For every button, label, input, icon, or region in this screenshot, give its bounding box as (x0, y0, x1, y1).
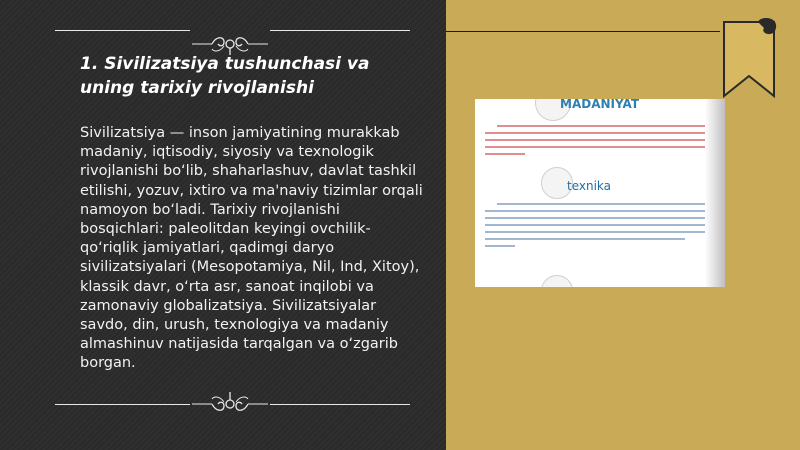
card-text-line (485, 210, 705, 212)
card-text-line (485, 139, 705, 141)
card-text-line (485, 153, 525, 155)
card-text-line (497, 203, 705, 205)
card-text-line (485, 245, 515, 247)
card-text-line (485, 238, 685, 240)
slide-title: 1. Sivilizatsiya tushunchasi va uning tarixiy rivojlanishi (80, 54, 370, 98)
card-text-line (485, 146, 705, 148)
card-heading-texnika: texnika (567, 179, 612, 193)
card-heading-madaniyat: MADANIYAT (560, 99, 640, 111)
card-page-shadow (705, 99, 725, 287)
card-text-line (485, 231, 705, 233)
card-text-line (485, 132, 705, 134)
bottom-ornament-icon (190, 390, 270, 414)
slide-body-text: Sivilizatsiya — inson jamiyatining murakkab madaniy, iqtisodiy, siyosiy va texnologik rivojlanishi bo‘lib, shaharlashuv, davlat tashkil etilishi, yozuv, ixtiro va ma'naviy tizimlar orqali namoyon bo‘ladi. Tarixiy rivojlanishi bosqichlari: paleolitdan keyingi ovchilik-qo‘riqlik jamiyatlari, qadimgi daryo sivilizatsiyalari (Mesopotamiya, Nil, Ind, Xitoy), klassik davr, o‘rta asr, sanoat inqilobi va zamonaviy globalizatsiya. Sivilizatsiyalar savdo, din, urush, texnologiya va madaniy almashinuv natijasida tarqalgan va o‘zgarib borgan. (80, 125, 423, 372)
top-divider-left (55, 30, 190, 31)
top-divider-right (270, 30, 410, 31)
culture-technology-image (475, 99, 725, 287)
gold-panel-rule (446, 31, 720, 32)
bookmark-ribbon-icon (720, 18, 778, 100)
bottom-divider-left (55, 404, 190, 405)
card-decor-circle-bottom (541, 275, 573, 287)
card-text-line (485, 224, 705, 226)
bottom-divider-right (270, 404, 410, 405)
card-text-line (485, 217, 705, 219)
card-text-line (497, 125, 705, 127)
